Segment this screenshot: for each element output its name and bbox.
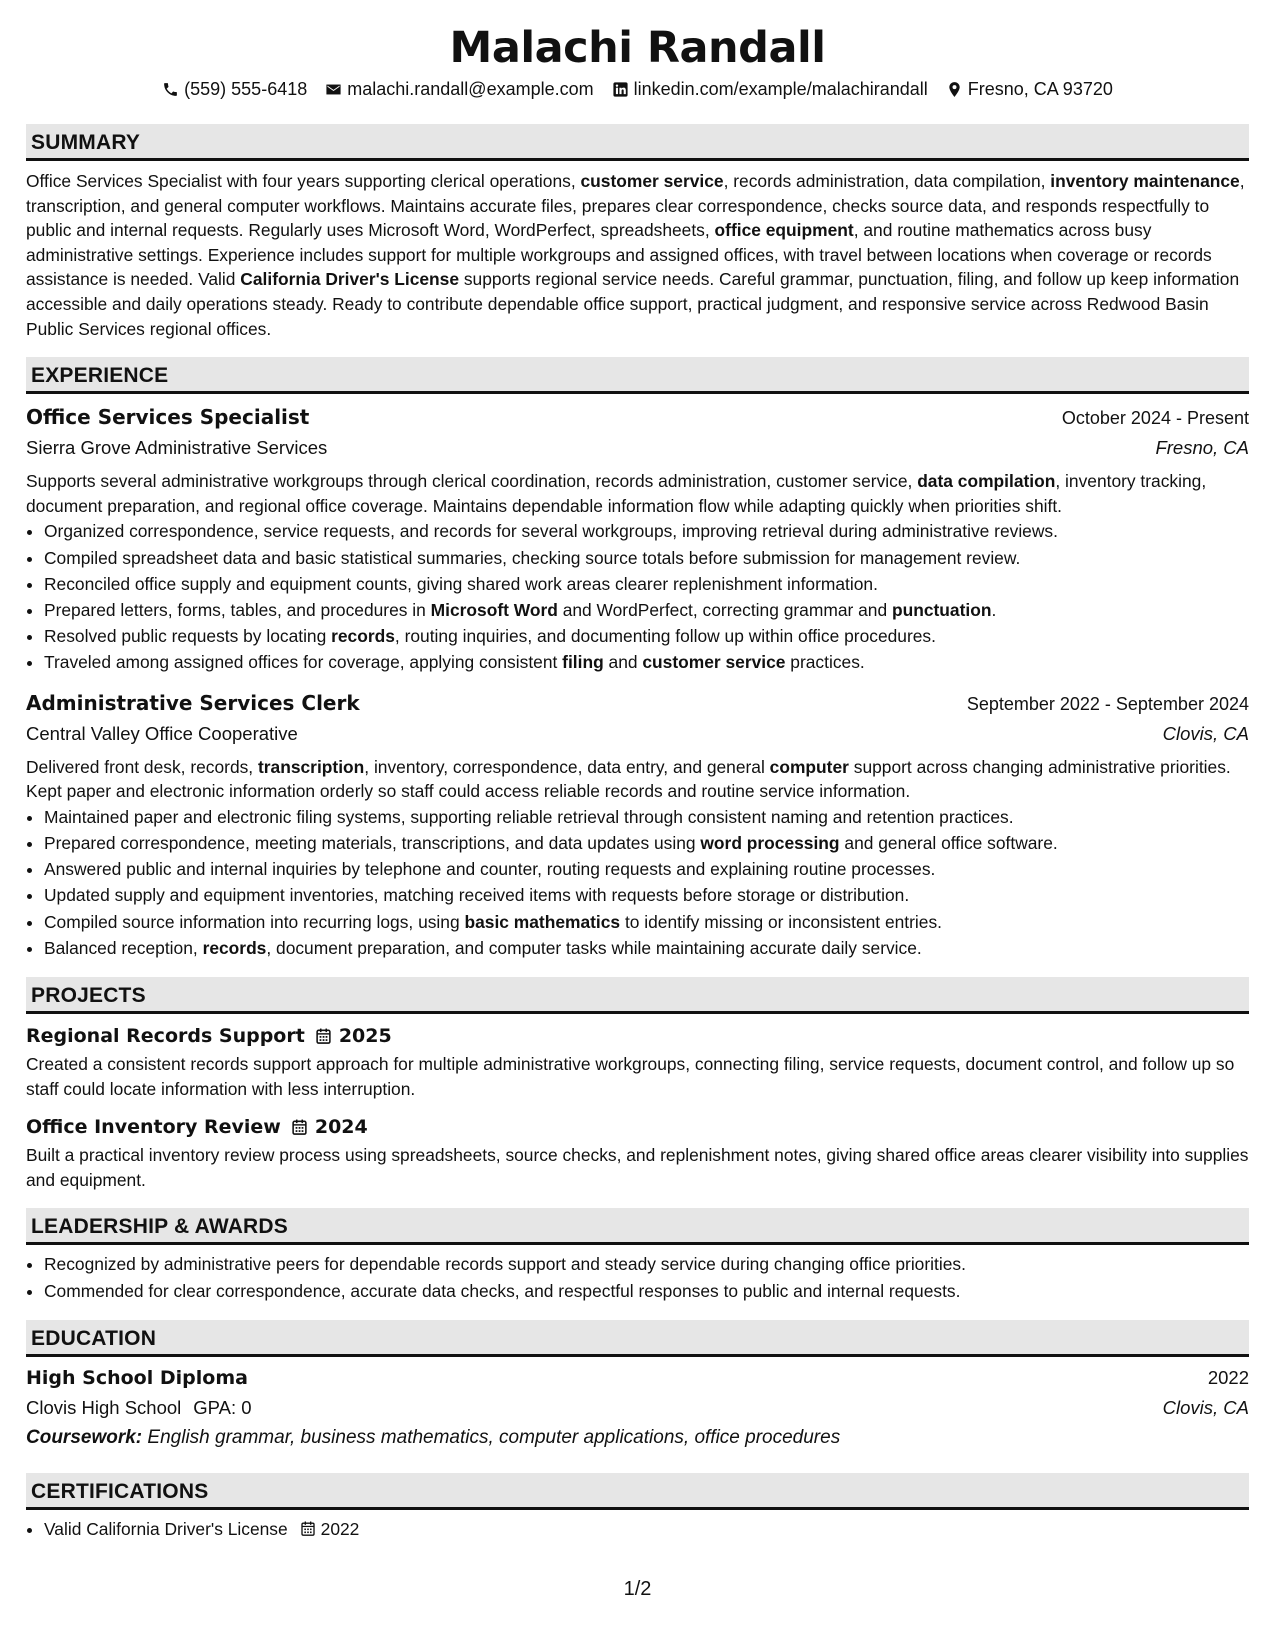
page-number: 1/2	[623, 1578, 652, 1600]
coursework-label: Coursework:	[26, 1426, 143, 1448]
job-summary-part: , inventory tracking, document preparation, and regional office coverage. Maintains dependable information flow while adapting quickly when priorities shift.	[26, 471, 1207, 516]
section-heading: CERTIFICATIONS	[26, 1473, 1249, 1510]
certification-name: • Valid California Driver's License	[44, 1518, 288, 1539]
job-summary-part: support across changing administrative priorities. Kept paper and electronic information orderly so staff could access reliable records and routine service information.	[26, 756, 1231, 802]
school-location: Clovis, CA	[1162, 1396, 1249, 1418]
summary-text	[26, 169, 1249, 341]
job-bullet	[44, 649, 1249, 675]
bullet-text: Reconciled office supply and equipment counts, giving shared work areas clearer replenishment information.	[44, 573, 878, 594]
calendar-icon	[315, 1027, 332, 1045]
email-text: malachi.randall@example.com	[347, 79, 594, 99]
section-heading: SUMMARY	[26, 124, 1249, 161]
project-title: Regional Records Support	[26, 1024, 305, 1047]
bullet-text: to identify missing or inconsistent entries.	[620, 911, 942, 932]
job-dates: September 2022 - September 2024	[966, 693, 1249, 714]
job-bullet	[44, 571, 1249, 597]
contact-email[interactable]	[325, 76, 593, 102]
summary-text-part: , transcription, and general computer workflows. Maintains accurate files, prepares clear correspondence, checks source data, and responds respectfully to public and internal requests. Regularly uses Microsoft Word, WordPerfect, spreadsheets,	[26, 171, 1245, 241]
job-summary-part: Delivered front desk, records,	[26, 756, 258, 777]
summary-text-part: supports regional service needs. Careful grammar, punctuation, filing, and follow up keep information accessible and daily operations steady. Ready to contribute dependable office support, practical judgment, and responsive service across Redwood Basin Public Services regional offices.	[26, 269, 1240, 339]
bullet-text: Maintained paper and electronic filing systems, supporting reliable retrieval through consistent naming and retention practices.	[44, 806, 1014, 827]
summary-text-part: Office Services Specialist with four years supporting clerical operations,	[26, 171, 581, 191]
job-bullet	[44, 909, 1249, 935]
contact-phone[interactable]	[162, 76, 307, 102]
job-location: Fresno, CA	[1155, 437, 1249, 459]
summary-keyword: California Driver's License	[240, 269, 460, 290]
job-summary-part: Supports several administrative workgroups through clerical coordination, records administration, customer service,	[26, 471, 918, 492]
leadership-section	[26, 1208, 1249, 1303]
education-entry	[26, 1363, 1249, 1453]
job-bullets	[26, 804, 1249, 961]
job-summary-keyword: data compilation	[917, 471, 1056, 492]
graduation-year: 2022	[1207, 1366, 1249, 1388]
project-year: 2025	[338, 1024, 392, 1047]
bullet-keyword: basic mathematics	[464, 911, 621, 932]
bullet-text: , document preparation, and computer tasks while maintaining accurate daily service.	[266, 937, 922, 958]
summary-section	[26, 124, 1249, 341]
job-bullet	[44, 830, 1249, 856]
job-entry	[26, 402, 1249, 675]
bullet-text: Balanced reception,	[44, 937, 203, 958]
project-description: Built a practical inventory review process using spreadsheets, source checks, and replenishment notes, giving shared office areas clearer visibility into supplies and equipment.	[26, 1145, 1249, 1190]
bullet-text: and general office software.	[839, 832, 1058, 853]
job-bullet	[44, 856, 1249, 882]
projects-section	[26, 977, 1249, 1192]
project-year: 2024	[314, 1116, 368, 1139]
location-text: Fresno, CA 93720	[967, 79, 1113, 99]
bullet-text: Traveled among assigned offices for coverage, applying consistent	[44, 652, 563, 673]
calendar-icon	[300, 1520, 316, 1537]
project-entry	[26, 1113, 1249, 1192]
bullet-text: practices.	[785, 652, 865, 673]
coursework	[26, 1423, 1249, 1453]
company-name: Sierra Grove Administrative Services	[26, 437, 328, 459]
bullet-text: Prepared correspondence, meeting materials, transcriptions, and data updates using	[44, 832, 701, 853]
contact-location	[946, 76, 1113, 102]
summary-text-part: , and routine mathematics across busy administrative settings. Experience includes support for multiple workgroups and assigned offices, with travel between locations when coverage or records assistance is needed. Valid	[26, 220, 1212, 290]
job-title: Office Services Specialist	[26, 405, 310, 430]
job-bullet	[44, 623, 1249, 649]
job-dates: October 2024 - Present	[1061, 408, 1249, 429]
bullet-keyword: punctuation	[891, 599, 992, 620]
bullet-text: Resolved public requests by locating	[44, 626, 332, 647]
job-bullet	[44, 935, 1249, 961]
job-bullet	[44, 597, 1249, 623]
linkedin-icon	[612, 81, 629, 98]
candidate-name: Malachi Randall	[449, 23, 826, 73]
certifications-section	[26, 1473, 1249, 1542]
bullet-keyword: Microsoft Word	[430, 599, 558, 620]
resume-content	[26, 20, 1249, 1542]
leadership-item: • Commended for clear correspondence, accurate data checks, and respectful responses to public and internal requests.	[44, 1278, 1249, 1304]
project-entry	[26, 1022, 1249, 1101]
degree-title: High School Diploma	[26, 1366, 248, 1389]
job-location: Clovis, CA	[1162, 722, 1249, 744]
job-summary-keyword: transcription	[257, 756, 365, 777]
envelope-icon	[325, 81, 342, 98]
bullet-text: Compiled source information into recurring logs, using	[44, 911, 465, 932]
job-summary-part: , inventory, correspondence, data entry, and general	[364, 756, 770, 777]
bullet-keyword: word processing	[700, 832, 840, 853]
certification-list	[26, 1516, 1249, 1542]
phone-text: (559) 555-6418	[184, 79, 308, 99]
education-section	[26, 1320, 1249, 1453]
bullet-keyword: filing	[562, 652, 604, 673]
job-bullet	[44, 518, 1249, 544]
bullet-text: and WordPerfect, correcting grammar and	[557, 599, 892, 620]
project-title: Office Inventory Review	[26, 1116, 281, 1139]
section-heading: PROJECTS	[26, 977, 1249, 1014]
experience-section	[26, 357, 1249, 961]
summary-text-part: , records administration, data compilation,	[723, 171, 1051, 191]
bullet-text: , routing inquiries, and documenting follow up within office procedures.	[394, 626, 936, 647]
bullet-keyword: customer service	[642, 652, 786, 673]
section-heading: EXPERIENCE	[26, 357, 1249, 394]
calendar-icon	[291, 1118, 308, 1136]
school-line	[26, 1393, 252, 1423]
section-heading: LEADERSHIP & AWARDS	[26, 1208, 1249, 1245]
phone-icon	[162, 81, 179, 98]
job-summary	[26, 469, 1249, 518]
job-entry	[26, 688, 1249, 961]
coursework-text: English grammar, business mathematics, computer applications, office procedures	[147, 1426, 841, 1448]
bullet-text: Answered public and internal inquiries by telephone and counter, routing requests and explaining routine processes.	[44, 859, 936, 880]
company-name: Central Valley Office Cooperative	[26, 722, 298, 744]
leadership-list	[26, 1251, 1249, 1303]
job-bullet	[44, 882, 1249, 908]
job-bullets	[26, 518, 1249, 675]
bullet-text: Updated supply and equipment inventories, matching received items with requests before storage or distribution.	[44, 885, 910, 906]
bullet-keyword: records	[202, 937, 267, 958]
contact-linkedin[interactable]	[612, 76, 928, 102]
job-bullet	[44, 545, 1249, 571]
summary-keyword: inventory maintenance	[1050, 171, 1240, 191]
job-title: Administrative Services Clerk	[26, 690, 360, 715]
linkedin-text: linkedin.com/example/malachirandall	[633, 79, 928, 99]
bullet-text: and	[603, 652, 643, 673]
job-summary-keyword: computer	[769, 756, 849, 777]
school-name: Clovis High School	[26, 1396, 182, 1418]
summary-keyword: customer service	[580, 171, 724, 191]
contact-bar	[26, 76, 1249, 102]
project-description: Created a consistent records support approach for multiple administrative workgroups, connecting filing, service requests, document control, and follow up so staff could locate information with less interruption.	[26, 1053, 1235, 1099]
certification-year: 2022	[320, 1518, 360, 1539]
job-summary	[26, 755, 1249, 804]
map-pin-icon	[946, 81, 963, 98]
job-bullet	[44, 804, 1249, 830]
bullet-text: Organized correspondence, service requests, and records for several workgroups, improving retrieval during administrative reviews.	[44, 521, 1058, 542]
bullet-text: Prepared letters, forms, tables, and procedures in	[44, 599, 431, 620]
section-heading: EDUCATION	[26, 1320, 1249, 1357]
gpa: GPA: 0	[193, 1396, 252, 1418]
certification-item	[44, 1516, 1249, 1542]
summary-keyword: office equipment	[714, 220, 854, 241]
bullet-keyword: records	[331, 626, 395, 647]
bullet-text: .	[991, 599, 997, 620]
bullet-text: Compiled spreadsheet data and basic statistical summaries, checking source totals before submission for management review.	[44, 547, 1021, 568]
leadership-item: • Recognized by administrative peers for dependable records support and steady service during changing office priorities.	[44, 1251, 1249, 1277]
